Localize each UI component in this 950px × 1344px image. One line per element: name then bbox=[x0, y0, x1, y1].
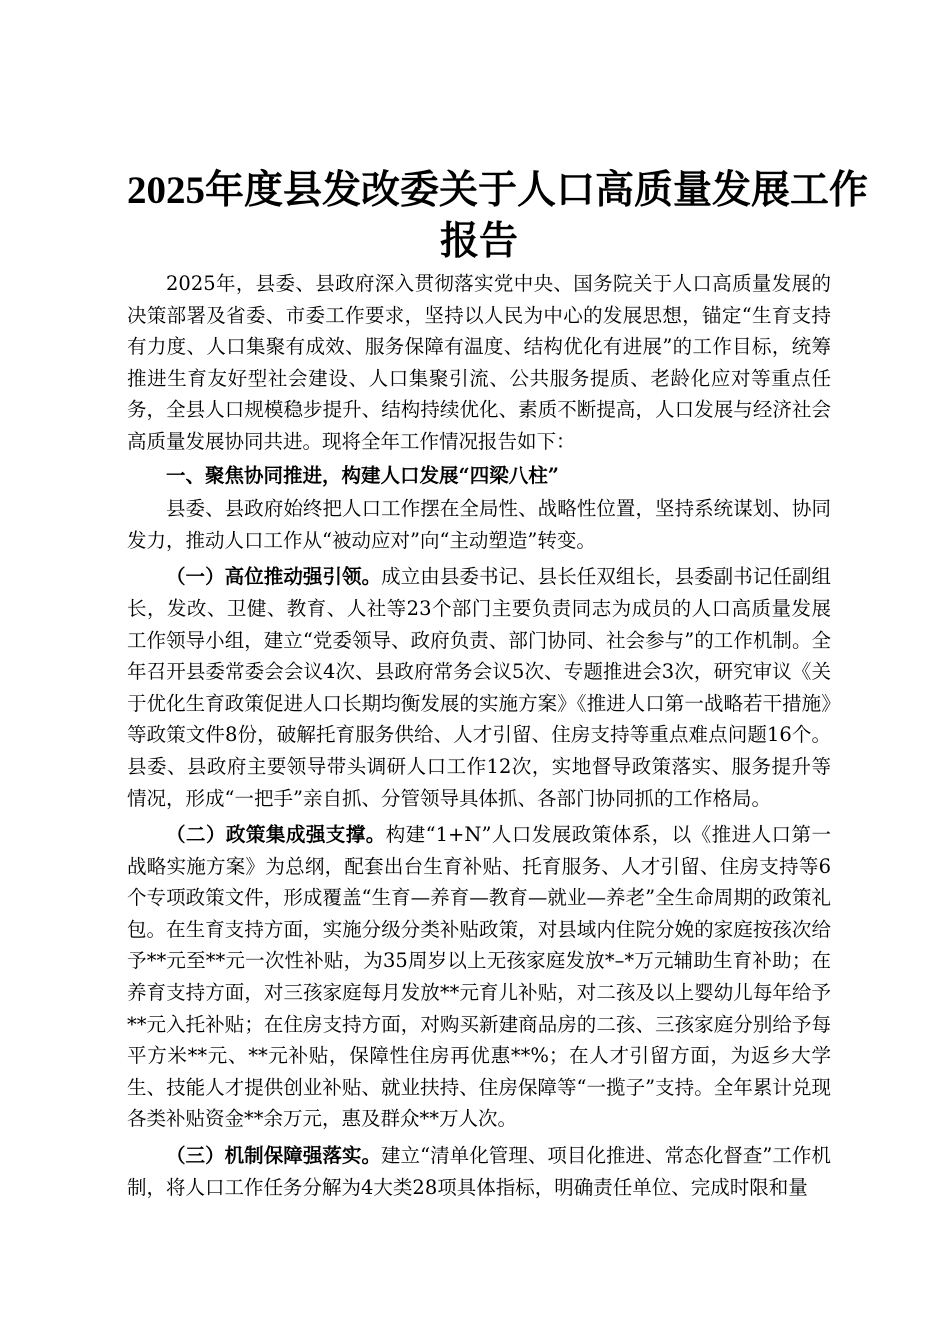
document-page bbox=[127, 165, 869, 1203]
title-year: 2025 bbox=[127, 169, 205, 212]
document-title bbox=[127, 165, 869, 266]
title-line-2: 报告 bbox=[439, 218, 518, 264]
subsection-1-lead: （一）高位推动强引领。 bbox=[166, 565, 382, 589]
section-1-paragraph: 县委、县政府始终把人口工作摆在全局性、战略性位置，坚持系统谋划、协同发力，推动人口工作从“被动应对”向“主动塑造”转变。 bbox=[127, 497, 831, 552]
subsection-3-lead: （三）机制保障强落实。 bbox=[166, 1144, 381, 1168]
subsection-3-body: 建立“清单化管理、项目化推进、常态化督查”工作机制，将人口工作任务分解为4大类28项具体指标，明确责任单位、完成时限和量 bbox=[127, 1144, 831, 1199]
subsection-1-paragraph bbox=[127, 561, 831, 814]
subsection-2-paragraph bbox=[127, 819, 831, 1135]
section-1-heading: 一、聚焦协同推进，构建人口发展“四梁八柱” bbox=[166, 463, 559, 487]
subsection-2-lead: （二）政策集成强支撑。 bbox=[166, 823, 386, 847]
subsection-2-body: 构建“1+N”人口发展政策体系，以《推进人口第一战略实施方案》为总纲，配套出台生育补贴、托育服务、人才引留、住房支持等6个专项政策文件，形成覆盖“生育—养育—教育—就业—养老”全生命周期的政策礼包。在生育支持方面，实施分级分类补贴政策，对县域内住院分娩的家庭按孩次给予**元至**元一次性补贴，为35周岁以上无孩家庭发放*–*万元辅助生育补助；在养育支持方面，对三孩家庭每月发放**元育儿补贴，对二孩及以上婴幼儿每年给予**元入托补贴；在住房支持方面，对购买新建商品房的二孩、三孩家庭分别给予每平方米**元、**元补贴，保障性住房再优惠**%；在人才引留方面，为返乡大学生、技能人才提供创业补贴、就业扶持、住房保障等“一揽子”支持。全年累计兑现各类补贴资金**余万元，惠及群众**万人次。 bbox=[127, 823, 831, 1131]
title-text: 年度县发改委关于人口高质量发展工作 bbox=[205, 167, 869, 213]
subsection-3-paragraph bbox=[127, 1140, 831, 1203]
intro-paragraph: 2025年，县委、县政府深入贯彻落实党中央、国务院关于人口高质量发展的决策部署及省委、市委工作要求，坚持以人民为中心的发展思想，锚定“生育支持有力度、人口集聚有成效、服务保障有温度、结构优化有进展”的工作目标，统筹推进生育友好型社会建设、人口集聚引流、公共服务提质、老龄化应对等重点任务，全县人口规模稳步提升、结构持续优化、素质不断提高，人口发展与经济社会高质量发展协同共进。现将全年工作情况报告如下： bbox=[127, 272, 831, 453]
subsection-1-body: 成立由县委书记、县长任双组长，县委副书记任副组长，发改、卫健、教育、人社等23个部门主要负责同志为成员的人口高质量发展工作领导小组，建立“党委领导、政府负责、部门协同、社会参与”的工作机制。全年召开县委常委会会议4次、县政府常务会议5次、专题推进会3次，研究审议《关于优化生育政策促进人口长期均衡发展的实施方案》《推进人口第一战略若干措施》等政策文件8份，破解托育服务供给、人才引留、住房支持等重点难点问题16个。县委、县政府主要领导带头调研人口工作12次，实地督导政策落实、服务提升等情况，形成“一把手”亲自抓、分管领导具体抓、各部门协同抓的工作格局。 bbox=[127, 565, 831, 810]
title-line-1 bbox=[127, 165, 869, 216]
